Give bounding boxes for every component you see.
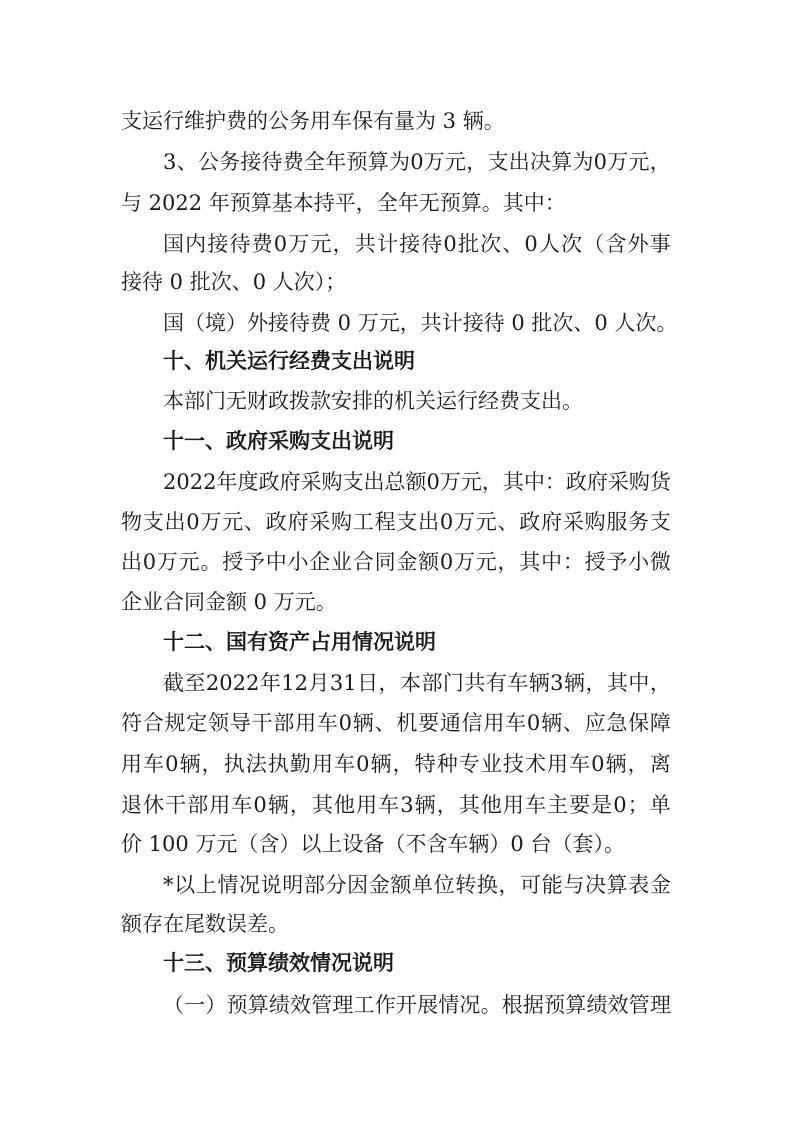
body-line: 符 合 规 定 领 导 干 部 用 车 0 辆 、 机 要 通 信 用 车 0 辆 、 应 急 保 障 xyxy=(121,711,671,735)
body-line: 额存在尾数误差。 xyxy=(121,912,289,936)
section-heading: 十二、国有资产占用情况说明 xyxy=(163,630,436,654)
body-line: 物 支 出 0 万 元 、 政 府 采 购 工 程 支 出 0 万 元 、 政 府 采 购 服 务 支 xyxy=(121,510,671,534)
body-line: 国（境）外接待费 0 万元，共计接待 0 批次、0 人次。 xyxy=(163,311,678,335)
body-line: 出 0 万 元 。 授 予 中 小 企 业 合 同 金 额 0 万 元 ， 其 中 ： 授 予 小 微 xyxy=(121,550,671,574)
body-line: 企业合同金额 0 万元。 xyxy=(121,590,337,614)
body-line: 3 、 公 务 接 待 费 全 年 预 算 为 0 万 元 ， 支 出 决 算 为 0 万 元 ， xyxy=(163,150,671,174)
body-line: 截 至 2022 年 12 月 31 日 ， 本 部 门 共 有 车 辆 3 辆 ， 其 中 ， xyxy=(163,671,671,695)
section-heading: 十、机关运行经费支出说明 xyxy=(163,349,415,373)
body-line: 本部门无财政拨款安排的机关运行经费支出。 xyxy=(163,389,583,413)
body-line: 2022 年 度 政 府 采 购 支 出 总 额 0 万 元 ， 其 中 ： 政 府 采 购 货 xyxy=(163,470,671,494)
section-heading: 十三、预算绩效情况说明 xyxy=(163,951,394,975)
body-line: 国 内 接 待 费 0 万 元 ， 共 计 接 待 0 批 次 、 0 人 次 （ 含 外 事 xyxy=(163,232,671,256)
body-line: （ 一 ） 预 算 绩 效 管 理 工 作 开 展 情 况 。 根 据 预 算 绩 效 管 理 xyxy=(163,993,671,1017)
body-line: 用 车 0 辆 ， 执 法 执 勤 用 车 0 辆 ， 特 种 专 业 技 术 用 车 0 辆 ， 离 xyxy=(121,752,671,776)
body-line: 支运行维护费的公务用车保有量为 3 辆。 xyxy=(121,109,505,133)
body-line: * 以 上 情 况 说 明 部 分 因 金 额 单 位 转 换 ， 可 能 与 决 算 表 金 xyxy=(163,873,671,897)
body-line: 与 2022 年预算基本持平，全年无预算。其中： xyxy=(121,191,566,215)
body-line: 接待 0 批次、0 人次）； xyxy=(121,270,347,294)
body-line: 价 100 万元（含）以上设备（不含车辆）0 台（套）。 xyxy=(121,832,625,856)
section-heading: 十一、政府采购支出说明 xyxy=(163,429,394,453)
body-line: 退 休 干 部 用 车 0 辆 ， 其 他 用 车 3 辆 ， 其 他 用 车 主 要 是 0 ； 单 xyxy=(121,793,671,817)
